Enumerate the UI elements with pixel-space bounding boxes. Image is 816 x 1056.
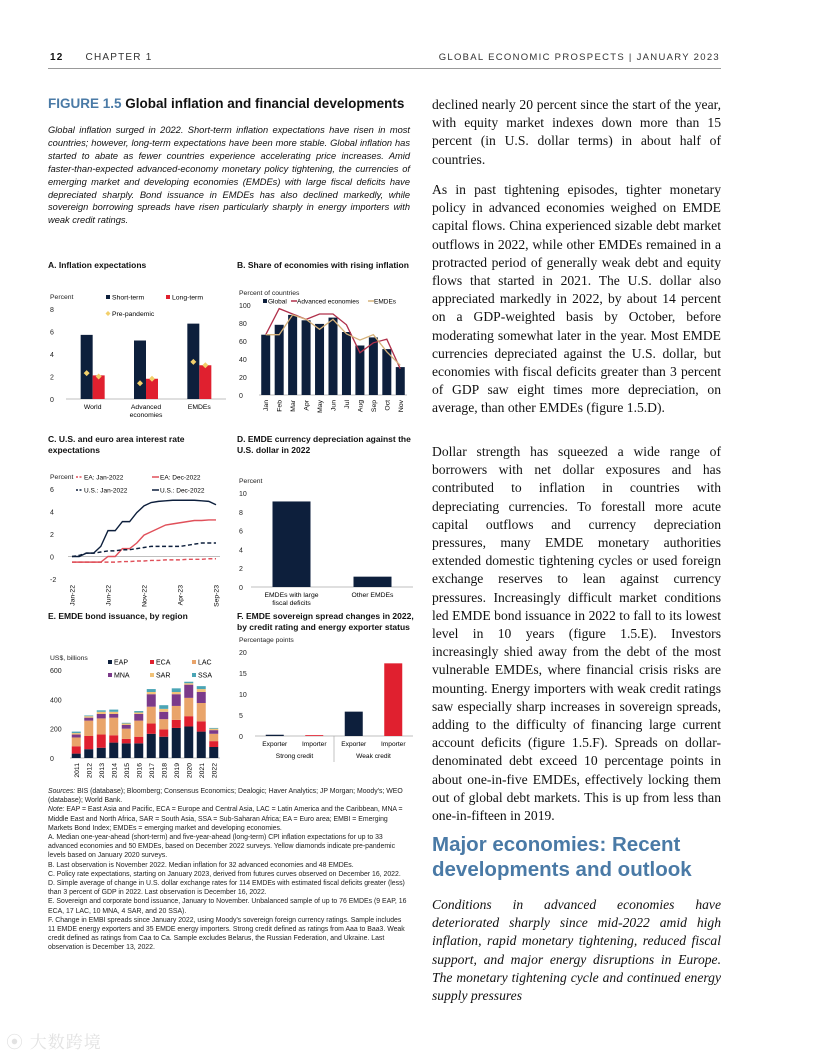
y-tick-label: 6 (239, 528, 243, 536)
bar-segment-eap (209, 747, 218, 758)
legend-label: U.S.: Dec-2022 (160, 487, 205, 495)
bar-segment-ssa (159, 705, 168, 709)
bar-segment-sar (134, 712, 143, 713)
bar-segment-lac (134, 720, 143, 736)
panel-c (48, 434, 228, 608)
panel-b-title: B. Share of economies with rising inflation (237, 260, 409, 270)
bar-segment-ssa (147, 689, 156, 692)
section-heading: Major economies: Recent developments and outlook (432, 833, 692, 881)
legend-label: EA: Jan-2022 (84, 474, 124, 482)
panel-d (237, 434, 417, 608)
bar-segment-eap (97, 747, 106, 757)
legend-swatch-long-term (166, 295, 170, 299)
publication-title: GLOBAL ECONOMIC PROSPECTS | JANUARY 2023 (438, 52, 720, 63)
bar-segment-mna (147, 694, 156, 706)
y-axis-label: Percent of countries (239, 289, 300, 297)
panel-b (237, 260, 417, 416)
x-tick-label: Jun (330, 399, 338, 411)
bar-segment-sar (109, 711, 118, 713)
bar-global (288, 314, 297, 394)
bar-segment-ssa (209, 728, 218, 729)
y-tick-label: 4 (50, 509, 54, 517)
page-header-left (50, 52, 152, 63)
x-tick-label: Apr (303, 399, 311, 411)
series-line (72, 543, 216, 557)
bar-segment-eap (184, 726, 193, 758)
bar-segment-mna (184, 684, 193, 697)
y-tick-label: 0 (239, 734, 243, 742)
bar-segment-lac (172, 706, 181, 720)
figure-title-text: Global inflation and financial developments (125, 96, 405, 111)
bar-segment-eca (122, 739, 131, 743)
bar-segment-eap (122, 743, 131, 758)
x-tick-label: 2018 (161, 762, 169, 778)
bar-segment-ssa (172, 688, 181, 692)
group-label: Weak credit (356, 753, 391, 761)
bar (384, 664, 402, 737)
bar (354, 577, 392, 587)
bar-segment-lac (122, 728, 131, 738)
bar-segment-sar (159, 708, 168, 711)
legend-swatch-global (263, 299, 267, 303)
bar-segment-sar (209, 728, 218, 729)
legend-swatch-lac (192, 660, 196, 664)
series-line (72, 520, 216, 562)
bar-short-term (81, 334, 93, 398)
bar-long-term (146, 378, 158, 398)
bar-global (302, 320, 311, 395)
y-axis-label: Percent (50, 293, 74, 301)
body-paragraph-1: declined nearly 20 percent since the start of the year, with equity market indexes down more than 15 percent (in U.S. dollar terms) in about half of countries. (432, 97, 721, 167)
bar-long-term (199, 365, 211, 399)
bar-segment-lac (197, 703, 206, 721)
sources-label: Sources: (48, 788, 76, 795)
x-tick-label: 2015 (123, 762, 131, 778)
legend-swatch-mna (108, 673, 112, 677)
chart-a (48, 271, 228, 421)
bar-segment-ssa (109, 709, 118, 711)
bar-segment-eap (159, 736, 168, 757)
y-tick-label: 0 (239, 585, 243, 593)
body-paragraph-2: As in past tightening episodes, tighter monetary policy in advanced economies weighed on EMDE capital flows. China experienced sizable debt market outflows in 2022, while other EMDEs remained in a protracted period of generally weak debt and equity flows that started in 2021. The U.S. dollar also appreciated markedly in 2022, by about 14 percent on a GDP-weighted basis by October, before moderating somewhat later in the year. Most EMDE currencies depreciated against the U.S. dollar, but economies with fiscal deficits greater than 3 percent of GDP saw eight times more depreciation, on average, than other EMDEs (figure 1.5.D). (432, 182, 721, 416)
x-tick-label: Other EMDEs (351, 592, 394, 600)
bar-segment-eca (172, 719, 181, 727)
bar-segment-lac (109, 717, 118, 735)
legend-label-advanced: Advanced economies (297, 298, 360, 306)
y-tick-label: 0 (50, 755, 54, 763)
legend-label-emdes: EMDEs (374, 298, 397, 306)
bar-segment-lac (72, 737, 81, 746)
y-axis-label: Percent (50, 474, 74, 482)
bar-segment-eap (197, 731, 206, 757)
note-e: E. Sovereign and corporate bond issuance, January to November. Unbalanced sample of up to 76 EMDEs (9 EAP, 16 ECA, 17 LAC, 10 MNA, 4 SAR, and 20 SSA). (48, 898, 407, 915)
panel-c-title: C. U.S. and euro area interest rate expectations (48, 434, 185, 455)
legend-label-pre-pandemic: Pre-pandemic (112, 310, 155, 318)
bar-global (329, 317, 338, 394)
x-tick-label: Nov-22 (141, 585, 149, 608)
y-tick-label: 2 (50, 374, 54, 382)
x-tick-label: 2022 (211, 762, 219, 778)
page-number: 12 (50, 52, 64, 63)
x-tick-label: 2013 (98, 762, 106, 778)
legend-label-eap: EAP (114, 659, 129, 667)
bar-segment-mna (97, 714, 106, 718)
legend-label: U.S.: Jan-2022 (84, 487, 128, 495)
note (48, 805, 410, 833)
x-tick-label: Importer (301, 741, 327, 749)
note-a: A. Median one-year-ahead (short-term) and five-year-ahead (long-term) CPI inflation expectations for up to 33 advanced economies and 50 EMDEs, based on December 2022 surveys. Yellow diamonds indicate pre-pandemic levels based on January 2020 surveys. (48, 834, 396, 860)
bar-segment-ssa (72, 731, 81, 732)
bar-global (369, 337, 378, 395)
x-tick-label: Sep (370, 399, 378, 412)
x-tick-label: Jan (263, 399, 271, 411)
bar-segment-mna (84, 717, 93, 720)
panel-f (237, 611, 417, 782)
bar-segment-mna (159, 711, 168, 718)
y-tick-label: 600 (50, 667, 62, 675)
y-tick-label: 6 (50, 329, 54, 337)
bar-segment-eap (109, 742, 118, 757)
note-label: Note: (48, 806, 65, 814)
bar-global (315, 323, 324, 394)
x-tick-label: fiscal deficits (272, 600, 311, 608)
legend-label-sar: SAR (156, 672, 171, 680)
x-tick-label: Importer (380, 741, 406, 749)
y-tick-label: 100 (239, 302, 251, 310)
bar-segment-sar (122, 723, 131, 724)
x-tick-label: Sep-23 (213, 585, 221, 608)
y-axis-label: Percent (239, 478, 263, 486)
legend-swatch-eca (150, 660, 154, 664)
bar-segment-eca (197, 721, 206, 731)
bar-segment-sar (172, 692, 181, 694)
x-tick-label: EMDEs with large (264, 592, 319, 600)
figure-title (48, 96, 408, 111)
bar-segment-mna (122, 725, 131, 729)
y-tick-label: 40 (239, 356, 247, 364)
y-tick-label: -2 (50, 577, 57, 585)
bar (345, 712, 363, 736)
sources-note (48, 787, 410, 805)
bar-segment-mna (172, 694, 181, 706)
bar-segment-lac (84, 720, 93, 735)
x-tick-label: Jul (343, 399, 351, 409)
bar-segment-ssa (197, 686, 206, 689)
chart-c (48, 455, 228, 608)
bar-segment-sar (197, 689, 206, 692)
figure-intro: Global inflation surged in 2022. Short-term inflation expectations have risen in most countries; however, long-term expectations have been more stable. Global inflation has started to abate as fewer countries experience accelerating price increases. Amid faster-than-expected advanced-economy monetary policy tightening, the currencies of emerging market and developing economies (EMDEs) with large fiscal deficits have depreciated sharply. Bond issuance in EMDEs has also declined markedly, while sovereign borrowing spreads have risen particularly sharply in energy importers with weak credit ratings. (48, 125, 410, 226)
y-axis-label: US$, billions (50, 654, 88, 662)
bar-segment-lac (184, 697, 193, 715)
bar-segment-ssa (84, 715, 93, 716)
y-tick-label: 15 (239, 671, 247, 679)
y-tick-label: 200 (50, 726, 62, 734)
bar (305, 735, 323, 736)
legend-label-lac: LAC (198, 659, 212, 667)
section-lead: Conditions in advanced economies have deteriorated sharply since mid-2022 amid high inflation, rapid monetary tightening, reduced fiscal support, and major energy disruptions in Europe. The monetary tightening cycle and continued energy supply pressures (432, 897, 721, 1004)
chart-d (237, 455, 417, 608)
note-f: F. Change in EMBI spreads since January 2022, using Moody's sovereign foreign currency ratings. Sample includes 11 EMDE energy exporters and 35 EMDE energy importers. Strong credit defined as ratings from Aaa to Baa3. Weak credit defined as ratings from Caa to Ca. Sample excludes Belarus, the Russian Federation, and Ukraine. Last observation is December 13, 2022. (48, 916, 405, 952)
x-tick-label: Advanced (130, 403, 162, 411)
y-tick-label: 8 (50, 306, 54, 314)
figure-notes (48, 787, 410, 953)
x-tick-label: May (317, 399, 325, 413)
y-tick-label: 60 (239, 338, 247, 346)
bar-segment-lac (209, 733, 218, 740)
bar-segment-mna (109, 714, 118, 718)
x-tick-label: Oct (384, 399, 392, 411)
legend-swatch-ssa (192, 673, 196, 677)
bar-segment-eca (147, 723, 156, 733)
bar-segment-sar (147, 692, 156, 694)
legend-label-ssa: SSA (198, 672, 213, 680)
y-tick-label: 0 (239, 392, 243, 400)
body-paragraph-3: Dollar strength has squeezed a wide range of borrowers with net dollar exposures and has contributed to inflation in countries with depreciating currencies. To forestall more acute capital outflows and currency depreciation pressures, many EMDE monetary authorities extended domestic tightening cycles or used foreign exchange reserves to lean against currency pressures. Increasingly difficult market conditions led EMDE bond issuance in 2022 to fall to its lowest level in 10 years (figure 1.5.E). Investors increasingly shied away from the debt of the most vulnerable EMDEs, where financial crisis risks are mounting. Energy importers with weak credit ratings saw especially sharp increases in sovereign spreads, adding to the difficulty of financing large current account deficits (figure 1.5.F). Spreads on dollar-denominated debt exceed 10 percentage points in about one-in-five EMDEs, effectively locking them out of global debt markets. This is up from less than one-in-fifteen in 2019. (432, 444, 721, 824)
bar-segment-eca (134, 736, 143, 743)
x-tick-label: Aug (357, 399, 365, 412)
note-b: B. Last observation is November 2022. Median inflation for 32 advanced economies and 48 EMDEs. (48, 861, 354, 869)
chart-f (237, 632, 417, 777)
y-tick-label: 6 (50, 487, 54, 495)
legend-label: EA: Dec-2022 (160, 474, 201, 482)
bar-segment-eca (184, 716, 193, 726)
bar-segment-mna (134, 714, 143, 721)
x-tick-label: 2019 (173, 762, 181, 778)
group-label: Strong credit (275, 753, 314, 761)
y-tick-label: 0 (50, 554, 54, 562)
bar-segment-ssa (97, 710, 106, 711)
bar-segment-mna (209, 730, 218, 734)
y-tick-label: 20 (239, 374, 247, 382)
legend-label-eca: ECA (156, 659, 171, 667)
bar-segment-ssa (134, 711, 143, 712)
x-tick-label: 2016 (136, 762, 144, 778)
x-tick-label: Mar (290, 399, 298, 412)
legend-swatch-short-term (106, 295, 110, 299)
y-tick-label: 4 (50, 351, 54, 359)
y-tick-label: 4 (239, 547, 243, 555)
bar-segment-eap (72, 753, 81, 757)
header-rule (48, 68, 721, 69)
y-tick-label: 5 (239, 713, 243, 721)
x-tick-label: Apr-23 (177, 585, 185, 606)
bar-segment-eap (84, 749, 93, 758)
y-tick-label: 2 (50, 532, 54, 540)
x-tick-label: Jan-22 (69, 585, 77, 606)
panel-d-title: D. EMDE currency depreciation against the U.S. dollar in 2022 (237, 434, 411, 455)
bar-segment-eap (134, 743, 143, 758)
y-tick-label: 400 (50, 696, 62, 704)
chapter-label: CHAPTER 1 (85, 52, 153, 63)
x-tick-label: 2021 (198, 762, 206, 778)
x-tick-label: Jun-22 (105, 585, 113, 606)
bar-global (396, 367, 405, 395)
bar-segment-eca (84, 736, 93, 749)
bar-segment-eca (97, 734, 106, 747)
bar-segment-eca (159, 729, 168, 736)
y-tick-label: 8 (239, 509, 243, 517)
x-tick-label: Nov (397, 399, 405, 412)
bar-segment-sar (84, 716, 93, 717)
legend-label-long-term: Long-term (172, 294, 203, 302)
bar-segment-lac (97, 718, 106, 734)
bar-global (261, 334, 270, 394)
bar-segment-mna (72, 734, 81, 737)
bar-short-term (134, 340, 146, 399)
bar-segment-ssa (122, 722, 131, 723)
note-text: EAP = East Asia and Pacific, ECA = Europe and Central Asia, LAC = Latin America and the Caribbean, MNA = Middle East and North Africa, SAR = South Asia, SSA = Sub-Saharan Africa; EA = Euro area; EMBI = Emerging Markets Bond Index; EMDEs = emerging market and developing economies. (48, 806, 403, 832)
y-tick-label: 10 (239, 491, 247, 499)
x-tick-label: 2014 (111, 762, 119, 778)
y-axis-label: Percentage points (239, 637, 294, 645)
bar-segment-lac (159, 719, 168, 729)
legend-swatch-eap (108, 660, 112, 664)
x-tick-label: EMDEs (187, 403, 211, 411)
bar-segment-eap (147, 733, 156, 757)
sources-text: BIS (database); Bloomberg; Consensus Economics; Dealogic; Haver Analytics; JP Morgan; Moody's; WEO (database); World Bank. (48, 788, 403, 805)
bar-global (382, 349, 391, 395)
legend-swatch-pre-pandemic (106, 311, 111, 316)
bar-global (342, 332, 351, 395)
legend-swatch-sar (150, 673, 154, 677)
y-tick-label: 2 (239, 566, 243, 574)
x-tick-label: 2017 (148, 762, 156, 778)
bar-segment-ssa (184, 681, 193, 682)
bar-segment-eca (109, 735, 118, 742)
x-tick-label: 2011 (73, 762, 81, 778)
panel-e (48, 611, 228, 792)
x-tick-label: 2020 (186, 762, 194, 778)
bar-segment-eca (209, 741, 218, 747)
x-tick-label: Exporter (341, 741, 367, 749)
x-tick-label: economies (129, 411, 163, 419)
figure-number: FIGURE 1.5 (48, 96, 122, 111)
x-tick-label: 2012 (86, 762, 94, 778)
note-c: C. Policy rate expectations, starting on January 2023, derived from futures curves observed on December 16, 2022. (48, 870, 401, 878)
bar-segment-eap (172, 728, 181, 758)
bar-segment-lac (147, 706, 156, 723)
bar-segment-eca (72, 746, 81, 753)
bar (273, 502, 311, 588)
bar-segment-mna (197, 692, 206, 703)
note-d: D. Simple average of change in U.S. dollar exchange rates for 114 EMDEs with estimated fiscal deficits greater (less) than 3 percent of GDP in 2022. Last observation is December 16, 2022. (48, 880, 405, 897)
bar-segment-sar (184, 683, 193, 684)
x-tick-label: World (83, 403, 102, 411)
bar (266, 735, 284, 736)
panel-e-title: E. EMDE bond issuance, by region (48, 611, 188, 621)
panel-a (48, 260, 228, 426)
y-tick-label: 0 (50, 396, 54, 404)
legend-label-short-term: Short-term (112, 294, 145, 302)
bar-segment-sar (72, 733, 81, 734)
y-tick-label: 20 (239, 650, 247, 658)
panel-f-title: F. EMDE sovereign spread changes in 2022, by credit rating and energy exporter status (237, 611, 414, 632)
legend-label-mna: MNA (114, 672, 130, 680)
chart-e (48, 622, 228, 787)
chart-b (237, 271, 417, 411)
x-tick-label: Exporter (262, 741, 288, 749)
x-tick-label: Feb (276, 399, 284, 412)
panel-a-title: A. Inflation expectations (48, 260, 147, 270)
y-tick-label: 80 (239, 320, 247, 328)
bar-segment-sar (97, 711, 106, 713)
legend-label-global: Global (268, 298, 287, 306)
watermark-logo: ⦿ 大数跨境 (6, 1033, 102, 1052)
y-tick-label: 10 (239, 692, 247, 700)
